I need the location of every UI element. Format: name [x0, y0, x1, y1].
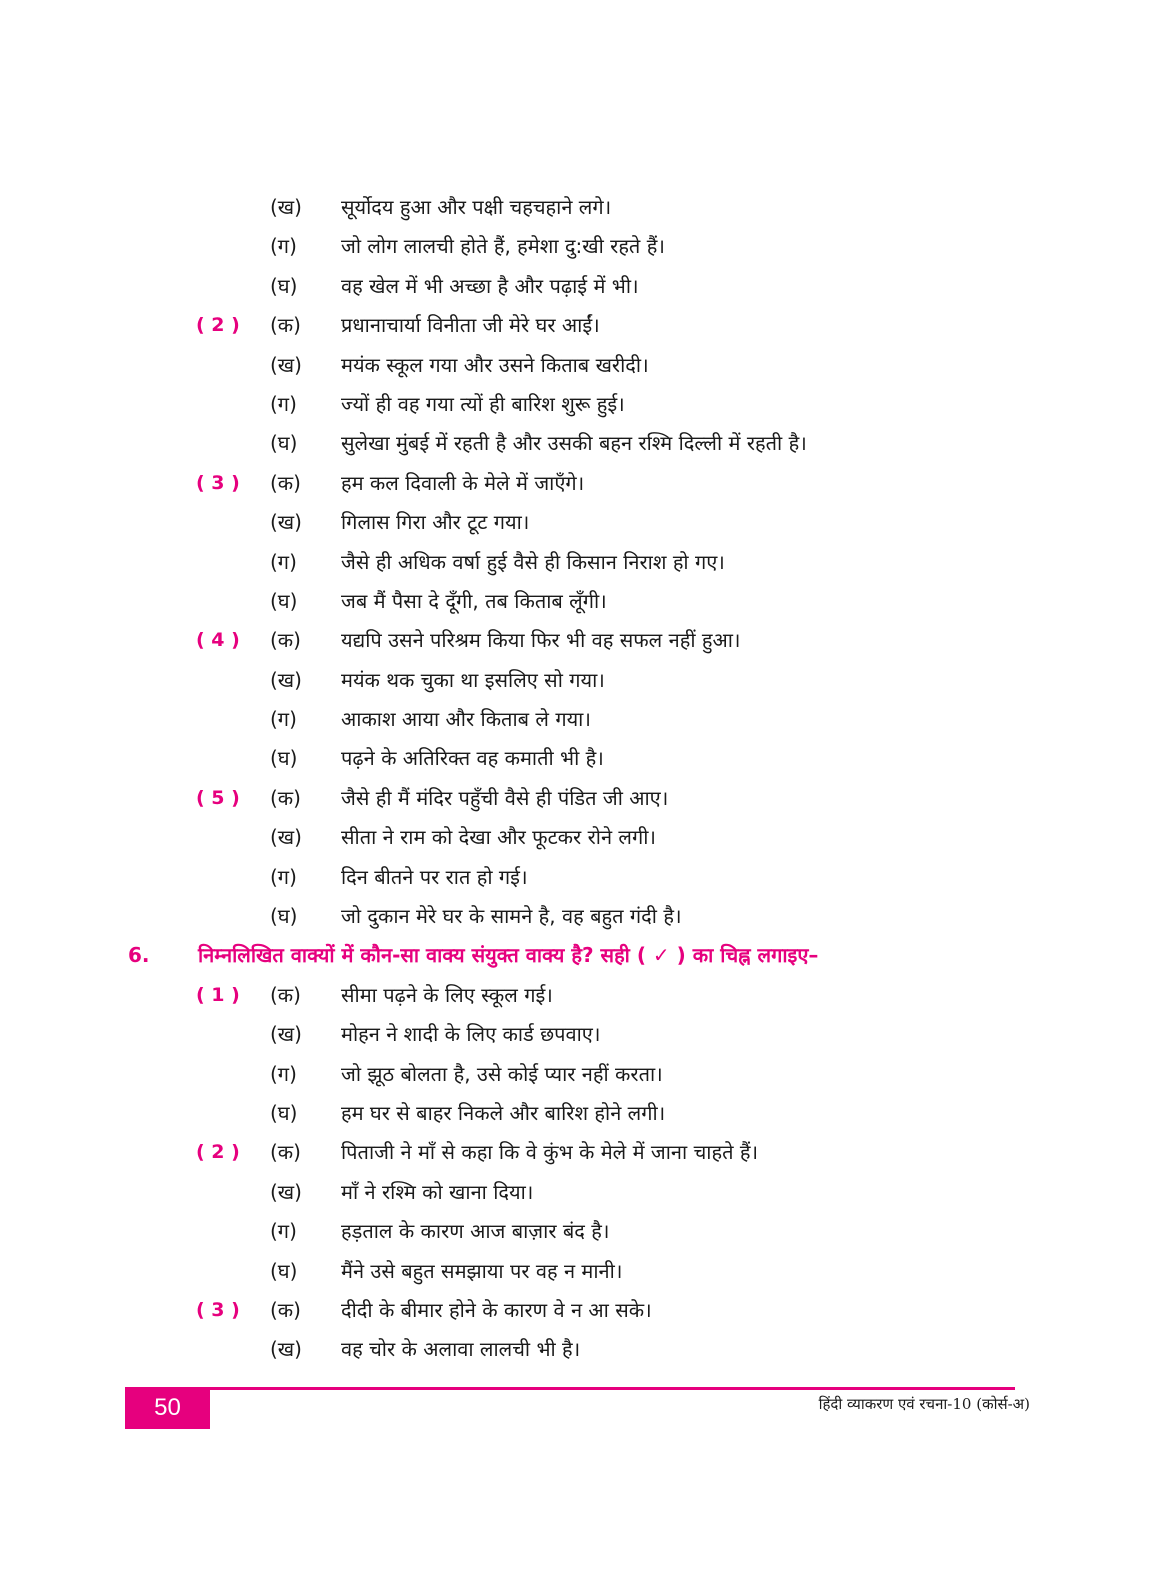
item-label: (ग)	[270, 707, 297, 732]
item-text: वह खेल में भी अच्छा है और पढ़ाई में भी।	[341, 273, 639, 298]
item-label: (ख)	[270, 1179, 302, 1204]
list-item	[0, 858, 1152, 897]
list-item	[0, 227, 1152, 266]
item-label: (ग)	[270, 234, 297, 259]
item-label: (ग)	[270, 1061, 297, 1086]
item-label: (ख)	[270, 195, 302, 219]
item-text: सीमा पढ़ने के लिए स्कूल गई।	[341, 982, 553, 1007]
list-item	[0, 267, 1152, 306]
item-label: (ख)	[270, 1337, 302, 1362]
item-group-number: ( 2 )	[196, 1141, 240, 1164]
item-label: (ग)	[270, 391, 297, 416]
item-group-number: ( 5 )	[196, 786, 240, 809]
item-text: वह चोर के अलावा लालची भी है।	[341, 1337, 581, 1362]
item-label: (घ)	[270, 273, 298, 298]
item-label: (ख)	[270, 352, 302, 377]
list-item	[0, 1133, 1152, 1172]
item-label: (क)	[270, 982, 301, 1007]
item-text: मयंक स्कूल गया और उसने किताब खरीदी।	[341, 352, 649, 377]
list-item	[0, 1055, 1152, 1094]
list-item	[0, 897, 1152, 936]
item-text: ज्यों ही वह गया त्यों ही बारिश शुरू हुई।	[341, 391, 625, 416]
item-text: जैसे ही अधिक वर्षा हुई वैसे ही किसान निराश हो गए।	[341, 549, 725, 574]
item-text: पढ़ने के अतिरिक्त वह कमाती भी है।	[341, 746, 604, 771]
list-item	[0, 188, 1152, 227]
list-item	[0, 700, 1152, 739]
item-text: यद्यपि उसने परिश्रम किया फिर भी वह सफल नहीं हुआ।	[341, 628, 741, 653]
item-label: (क)	[270, 313, 301, 338]
item-label: (घ)	[270, 1258, 298, 1283]
item-text: दीदी के बीमार होने के कारण वे न आ सके।	[341, 1297, 652, 1322]
item-label: (ग)	[270, 549, 297, 574]
item-text: जब मैं पैसा दे दूँगी, तब किताब लूँगी।	[341, 588, 607, 613]
item-text: हम घर से बाहर निकले और बारिश होने लगी।	[341, 1100, 666, 1125]
list-item	[0, 1015, 1152, 1054]
item-text: सुलेखा मुंबई में रहती है और उसकी बहन रश्मि दिल्ली में रहती है।	[341, 431, 807, 456]
list-item	[0, 621, 1152, 660]
question-heading	[0, 936, 1152, 975]
list-item	[0, 1291, 1152, 1330]
item-group-number: ( 1 )	[196, 983, 240, 1006]
item-label: (क)	[270, 628, 301, 653]
item-label: (ख)	[270, 825, 302, 850]
list-item	[0, 543, 1152, 582]
list-item	[0, 306, 1152, 345]
list-item	[0, 346, 1152, 385]
list-item	[0, 1094, 1152, 1133]
item-label: (क)	[270, 470, 301, 495]
item-label: (घ)	[270, 431, 298, 456]
item-text: मोहन ने शादी के लिए कार्ड छपवाए।	[341, 1022, 601, 1047]
item-text: प्रधानाचार्या विनीता जी मेरे घर आईं।	[341, 313, 600, 338]
item-text: माँ ने रश्मि को खाना दिया।	[341, 1179, 534, 1204]
item-label: (घ)	[270, 904, 298, 929]
item-group-number: ( 3 )	[196, 471, 240, 494]
list-item	[0, 661, 1152, 700]
item-text: मयंक थक चुका था इसलिए सो गया।	[341, 667, 605, 692]
page-number: 50	[125, 1387, 210, 1429]
item-label: (घ)	[270, 746, 298, 771]
item-text: गिलास गिरा और टूट गया।	[341, 510, 530, 535]
item-label: (ग)	[270, 1219, 297, 1244]
item-label: (घ)	[270, 1100, 298, 1125]
item-text: सूर्योदय हुआ और पक्षी चहचहाने लगे।	[341, 195, 612, 219]
item-label: (क)	[270, 785, 301, 810]
item-label: (क)	[270, 1297, 301, 1322]
list-item	[0, 464, 1152, 503]
list-item	[0, 779, 1152, 818]
list-item	[0, 976, 1152, 1015]
list-item	[0, 503, 1152, 542]
item-text: हम कल दिवाली के मेले में जाएँगे।	[341, 470, 585, 495]
book-title: हिंदी व्याकरण एवं रचना-10 (कोर्स-अ)	[818, 1395, 1030, 1413]
item-label: (ख)	[270, 667, 302, 692]
list-item	[0, 1173, 1152, 1212]
list-item	[0, 818, 1152, 857]
list-item	[0, 424, 1152, 463]
item-text: दिन बीतने पर रात हो गई।	[341, 864, 528, 889]
item-label: (ख)	[270, 1022, 302, 1047]
list-item	[0, 582, 1152, 621]
item-text: हड़ताल के कारण आज बाज़ार बंद है।	[341, 1219, 610, 1244]
item-label: (ख)	[270, 510, 302, 535]
question-text: निम्नलिखित वाक्यों में कौन-सा वाक्य संयुक्त वाक्य है? सही ( ✓ ) का चिह्न लगाइए–	[198, 943, 819, 968]
footer-rule	[125, 1387, 1015, 1390]
item-group-number: ( 2 )	[196, 314, 240, 337]
list-item	[0, 1252, 1152, 1291]
item-text: आकाश आया और किताब ले गया।	[341, 707, 591, 732]
item-label: (घ)	[270, 588, 298, 613]
list-item	[0, 385, 1152, 424]
list-item	[0, 1330, 1152, 1369]
question-number: 6.	[128, 943, 150, 968]
item-text: जैसे ही मैं मंदिर पहुँची वैसे ही पंडित जी आए।	[341, 785, 669, 810]
item-text: सीता ने राम को देखा और फूटकर रोने लगी।	[341, 825, 656, 850]
content-lines	[0, 188, 1152, 1370]
item-label: (क)	[270, 1140, 301, 1165]
item-group-number: ( 4 )	[196, 629, 240, 652]
item-text: जो लोग लालची होते हैं, हमेशा दु:खी रहते हैं।	[341, 234, 665, 259]
item-group-number: ( 3 )	[196, 1298, 240, 1321]
item-text: जो झूठ बोलता है, उसे कोई प्यार नहीं करता।	[341, 1061, 663, 1086]
item-text: पिताजी ने माँ से कहा कि वे कुंभ के मेले में जाना चाहते हैं।	[341, 1140, 759, 1165]
item-label: (ग)	[270, 864, 297, 889]
item-text: जो दुकान मेरे घर के सामने है, वह बहुत गंदी है।	[341, 904, 682, 929]
item-text: मैंने उसे बहुत समझाया पर वह न मानी।	[341, 1258, 623, 1283]
list-item	[0, 1212, 1152, 1251]
list-item	[0, 739, 1152, 778]
